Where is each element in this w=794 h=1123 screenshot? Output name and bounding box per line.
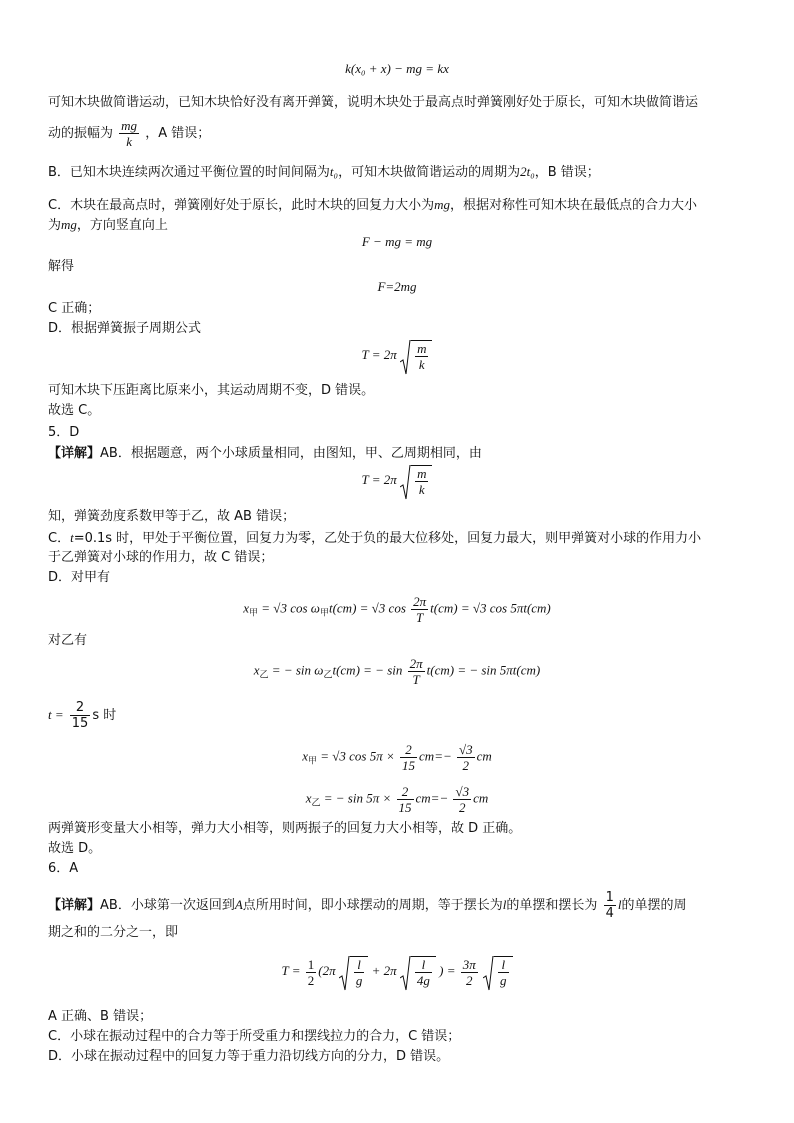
equation-F1: F − mg = mg <box>361 234 433 249</box>
equation-period: T = 2π $\frac{m}{k}$ <box>0 340 794 372</box>
text-line: 对乙有 <box>48 633 88 648</box>
text-line: D．根据弹簧振子周期公式 <box>48 321 202 336</box>
equation-period-q5: T = 2π $\frac{m}{k}$ <box>0 465 794 497</box>
text-line: 解得 <box>48 259 75 274</box>
text-line: 为mg，方向竖直向上 <box>48 217 168 233</box>
text-line: A 正确、B 错误； <box>48 1009 153 1024</box>
text-line: 于乙弹簧对小球的作用力，故 C 错误； <box>48 550 274 565</box>
equation-top: k(x₀ + x) − mg = kx <box>345 61 449 76</box>
equation-val-jia: $x_甲 = √3$ cos 5π × $\frac{2}{15}$ cm=− $\frac{√3}{2}$ cm <box>302 742 492 773</box>
text-line: B．已知木块连续两次通过平衡位置的时间间隔为t₀，可知木块做简谐运动的周期为2t₀，B 错误； <box>48 164 600 180</box>
text-line: 两弹簧形变量大小相等，弹力大小相等，则两振子的回复力大小相等，故 D 正确。 <box>48 821 522 836</box>
text-line: 动的振幅为 $\frac{mg}{k}$ ，A 错误； <box>48 118 211 149</box>
text-line: C．t=0.1s 时，甲处于平衡位置，回复力为零，乙处于负的最大位移处，回复力最大，则甲弹簧对小球的作用力小 <box>48 530 702 546</box>
text-line: 知，弹簧劲度系数甲等于乙，故 AB 错误； <box>48 509 296 524</box>
text-line: C．木块在最高点时，弹簧刚好处于原长，此时木块的回复力大小为mg，根据对称性可知木块在最低点的合力大小 <box>48 197 697 213</box>
equation-x-jia: $x_甲 = √3$ $\cos \omega_甲t(cm) = √3$ cos $\frac{2\pi}{T}$ t(cm) = √3 cos 5πt(cm) <box>243 594 551 625</box>
text-line: 【详解】AB．小球第一次返回到A点所用时间，即小球摆动的周期，等于摆长为l的单摆和摆长为 $\frac{1}{4}$ l的单摆的周 <box>48 890 687 921</box>
equation-val-yi: $x_乙$ = − sin 5π × $\frac{2}{15}$ cm=− $\frac{√3}{2}$ cm <box>305 784 489 815</box>
equation-F2: F=2mg <box>377 279 417 294</box>
text-line: 可知木块做简谐运动，已知木块恰好没有离开弹簧，说明木块处于最高点时弹簧刚好处于原长，可知木块做简谐运 <box>48 95 699 110</box>
text-line: 可知木块下压距离比原来小，其运动周期不变，D 错误。 <box>48 383 375 398</box>
question-number: 5．D <box>48 425 80 440</box>
text-line: 期之和的二分之一，即 <box>48 925 179 940</box>
text-line: 故选 C。 <box>48 403 101 418</box>
text-line: D．对甲有 <box>48 570 111 585</box>
text-line: C 正确； <box>48 301 101 316</box>
equation-x-yi: $x_乙$ = − $\sin \omega_乙t(cm)$ = − sin $\frac{2\pi}{T}$ t(cm) = − sin 5πt(cm) <box>253 656 541 687</box>
text-line: 【详解】AB．根据题意，两个小球质量相同，由图知，甲、乙周期相同，由 <box>48 446 482 461</box>
question-number: 6．A <box>48 861 79 876</box>
text-line: 故选 D。 <box>48 841 102 856</box>
fraction: $\frac{mg}{k}$ <box>121 118 138 149</box>
equation-q6-period: T = $\frac{1}{2}$ (2π $\frac{l}{g}$ + 2π $\frac{l}{4g}$ ) = $\frac{3\pi}{2}$ $\frac{l}{g}$ <box>0 956 794 988</box>
text-line: D．小球在振动过程中的回复力等于重力沿切线方向的分力，D 错误。 <box>48 1049 450 1064</box>
text-line: C．小球在振动过程中的合力等于所受重力和摆线拉力的合力，C 错误； <box>48 1029 461 1044</box>
text-line: t = $\frac{2}{15}$ s 时 <box>48 700 117 731</box>
